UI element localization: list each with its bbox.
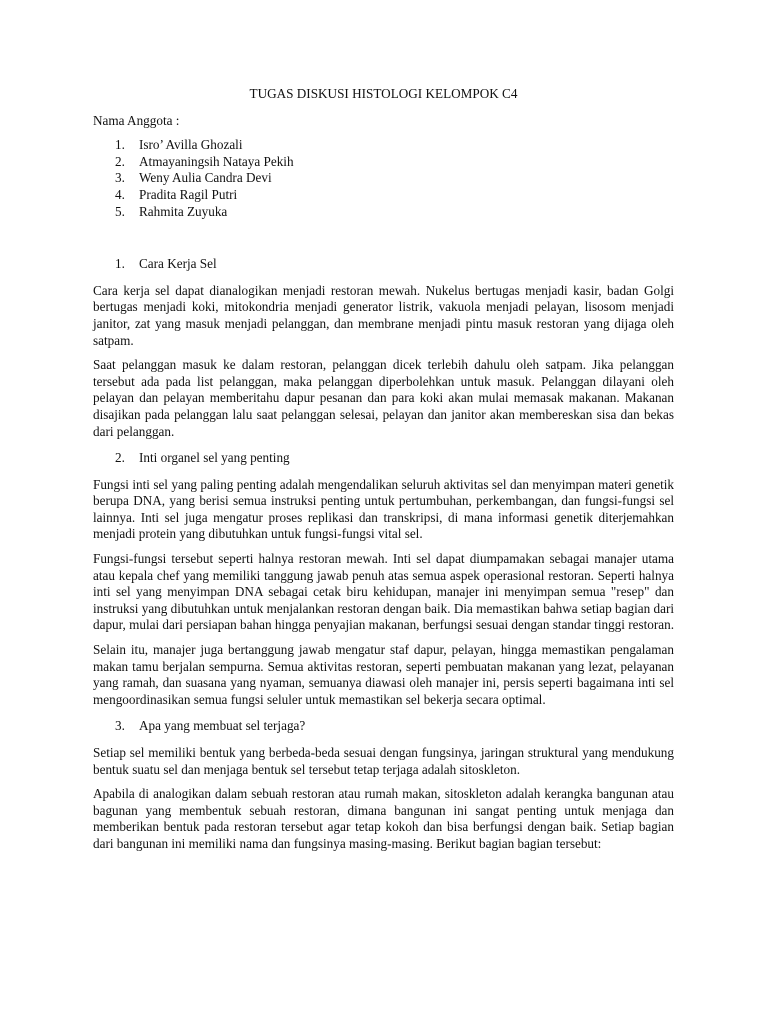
member-item bbox=[93, 204, 674, 221]
section-number: 2. bbox=[115, 450, 125, 466]
member-name: Pradita Ragil Putri bbox=[139, 186, 238, 202]
section-title: Cara Kerja Sel bbox=[139, 256, 217, 272]
member-name: Weny Aulia Candra Devi bbox=[139, 170, 272, 186]
member-item bbox=[93, 137, 674, 154]
members-label: Nama Anggota : bbox=[93, 112, 180, 128]
member-number: 2. bbox=[115, 153, 125, 169]
section-heading-sel-terjaga bbox=[93, 718, 674, 735]
paragraph: Fungsi inti sel yang paling penting adalah mengendalikan seluruh aktivitas sel dan menyimpan materi genetik berupa DNA, yang berisi semua instruksi penting untuk pertumbuhan, perkembangan, dan fungsi-fungsi sel lainnya. Inti sel juga mengatur proses replikasi dan transkripsi, di mana informasi genetik diterjemahkan menjadi protein yang dibutuhkan untuk fungsi-fungsi vital sel. bbox=[93, 476, 674, 542]
paragraph: Cara kerja sel dapat dianalogikan menjadi restoran mewah. Nukelus bertugas menjadi kasir, badan Golgi bertugas menjadi koki, mitokondria menjadi generator listrik, vakuola menjadi pelayan, lisosom menjadi janitor, zat yang masuk menjadi pelanggan, dan membrane menjadi pintu masuk restoran yang dijaga oleh satpam. bbox=[93, 282, 674, 348]
members-list bbox=[93, 137, 674, 220]
paragraph: Fungsi-fungsi tersebut seperti halnya restoran mewah. Inti sel dapat diumpamakan sebagai manajer utama atau kepala chef yang memiliki tanggung jawab penuh atas semua aspek operasional restoran. Seperti halnya inti sel yang menyimpan DNA sebagai cetak biru kehidupan, manajer ini menyimpan semua "resep" dan instruksi yang dibutuhkan untuk menjalankan restoran dengan baik. Dia memastikan bahwa setiap bagian dari dapur, mulai dari persiapan bahan hingga penyajian makanan, berfungsi sesuai dengan standar tinggi restoran. bbox=[93, 551, 674, 633]
member-item bbox=[93, 170, 674, 187]
paragraph: Apabila di analogikan dalam sebuah restoran atau rumah makan, sitoskleton adalah kerangka bangunan atau bagunan yang membentuk sebuah restoran, dimana bangunan ini sangat penting untuk menjaga dan memberikan bentuk pada restoran tersebut agar tetap kokoh dan bisa berfungsi dengan baik. Setiap bagian dari bangunan ini memiliki nama dan fungsinya masing-masing. Berikut bagian bagian tersebut: bbox=[93, 786, 674, 851]
document-title: TUGAS DISKUSI HISTOLOGI KELOMPOK C4 bbox=[249, 86, 518, 101]
member-item bbox=[93, 187, 674, 204]
member-number: 5. bbox=[115, 203, 125, 219]
section-title: Inti organel sel yang penting bbox=[139, 450, 290, 466]
paragraph: Selain itu, manajer juga bertanggung jawab mengatur staf dapur, pelayan, hingga memastikan pengalaman makan tamu berjalan sempurna. Semua aktivitas restoran, seperti pembuatan makanan yang lezat, pelayanan yang ramah, dan suasana yang nyaman, semuanya diawasi oleh manajer ini, persis seperti bagaimana inti sel mengoordinasikan semua fungsi seluler untuk memastikan sel bekerja secara optimal. bbox=[93, 642, 674, 707]
paragraph: Saat pelanggan masuk ke dalam restoran, pelanggan dicek terlebih dahulu oleh satpam. Jika pelanggan tersebut ada pada list pelanggan, maka pelanggan diperbolehkan untuk masuk. Pelanggan dilayani oleh pelayan dan pelayan memberitahu dapur pesanan dan para koki akan mulai memasak makanan. Makanan disajikan pada pelanggan lalu saat pelanggan selesai, pelayan dan janitor akan membereskan sisa dan bekas dari pelanggan. bbox=[93, 357, 674, 439]
section-title: Apa yang membuat sel terjaga? bbox=[139, 718, 306, 734]
member-item bbox=[93, 154, 674, 171]
document-body bbox=[93, 86, 674, 861]
member-number: 3. bbox=[115, 170, 125, 186]
section-heading-inti-organel bbox=[93, 450, 674, 467]
member-name: Rahmita Zuyuka bbox=[139, 203, 228, 219]
member-number: 4. bbox=[115, 186, 125, 202]
member-number: 1. bbox=[115, 137, 125, 153]
section-heading-cara-kerja-sel bbox=[93, 256, 674, 273]
member-name: Isro’ Avilla Ghozali bbox=[139, 137, 243, 153]
member-name: Atmayaningsih Nataya Pekih bbox=[139, 153, 294, 169]
section-number: 1. bbox=[115, 256, 125, 272]
paragraph: Setiap sel memiliki bentuk yang berbeda-beda sesuai dengan fungsinya, jaringan struktural yang mendukung bentuk suatu sel dan menjaga bentuk sel tersebut tetap terjaga adalah sitoskleton. bbox=[93, 745, 674, 777]
section-number: 3. bbox=[115, 718, 125, 734]
